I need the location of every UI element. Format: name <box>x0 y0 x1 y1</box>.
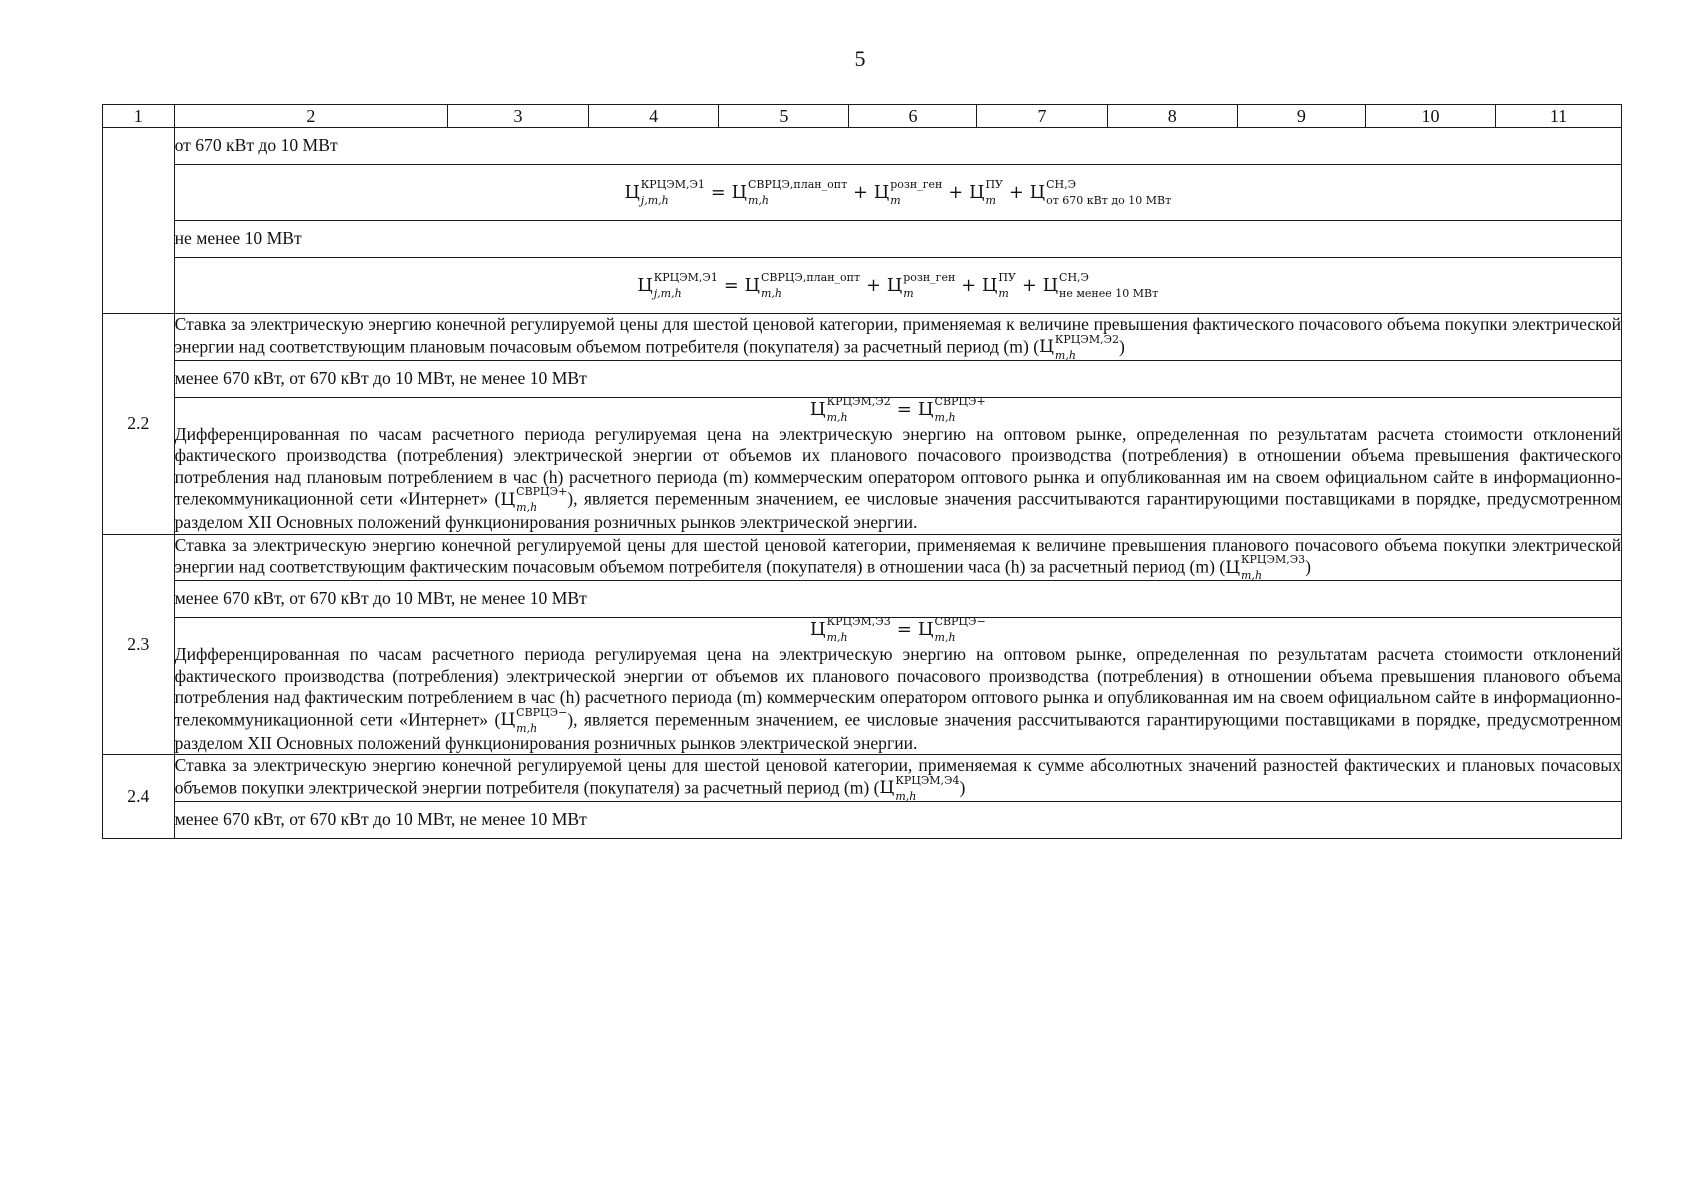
column-number: 9 <box>1237 105 1365 128</box>
row-number-cell <box>103 128 175 314</box>
column-number-header <box>103 105 1622 128</box>
rate-description: Ц КРЦЭМ,Э2 m,h = Ц СВРЦЭ+ m,h Дифференцированная по часам расчетного периода регулируемая цена на электрическую энергию на оптовом рынке, определенная по результатам расчета стоимости отклонений фактического производства (потребления) электрической энергии от объемов их планового почасового производства (потребления) в отношении объема превышения фактического потребления над плановым потреблением в час (h) расчетного периода (m) коммерческим оператором оптового рынка и опубликованная им на своем официальном сайте в информационно-телекоммуникационной сети «Интернет» (Ц СВРЦЭ+ m,h ), является переменным значением, ее числовые значения рассчитываются гарантирующими поставщиками в порядке, предусмотренном разделом XII Основных положений функционирования розничных рынков электрической энергии. <box>174 394 1621 532</box>
row-number: 2.2 <box>103 314 175 535</box>
column-number: 2 <box>174 105 447 128</box>
formula: Ц КРЦЭМ,Э1 j,m,h = Ц СВРЦЭ,план_опт m,h + Ц розн_ген m + Ц ПУ m + Ц СН,Э не менее 10 МВт <box>174 258 1621 314</box>
condition-text: от 670 кВт до 10 МВт <box>174 128 1621 165</box>
formula: Ц КРЦЭМ,Э1 j,m,h = Ц СВРЦЭ,план_опт m,h + Ц розн_ген m + Ц ПУ m + Ц СН,Э от 670 кВт до 10 МВт <box>174 165 1621 221</box>
table-row <box>103 360 1622 397</box>
tariff-table <box>102 104 1622 839</box>
formula: Ц КРЦЭМ,Э2 m,h = Ц СВРЦЭ+ m,h <box>809 394 986 424</box>
formula: Ц КРЦЭМ,Э3 m,h = Ц СВРЦЭ− m,h <box>809 615 986 644</box>
page-number: 5 <box>854 46 866 71</box>
table-row <box>103 618 1622 755</box>
column-number: 8 <box>1107 105 1237 128</box>
row-number: 2.3 <box>103 534 175 755</box>
rate-title: Ставка за электрическую энергию конечной регулируемой цены для шестой ценовой категории, применяемая к величине превышения фактического почасового объема покупки электрической энергии над соответствующим плановым почасовым объемом потребителя (покупателя) за расчетный период (m) (Ц КРЦЭМ,Э2 m,h ) <box>174 314 1621 362</box>
table-row <box>103 397 1622 534</box>
table-row <box>103 221 1622 258</box>
table-row <box>103 258 1622 314</box>
condition-text: менее 670 кВт, от 670 кВт до 10 МВт, не менее 10 МВт <box>174 581 1621 618</box>
column-number: 4 <box>589 105 719 128</box>
condition-text: менее 670 кВт, от 670 кВт до 10 МВт, не менее 10 МВт <box>174 360 1621 397</box>
column-number: 10 <box>1365 105 1495 128</box>
column-number: 3 <box>448 105 589 128</box>
column-number: 11 <box>1496 105 1622 128</box>
table-row <box>103 755 1622 802</box>
table-row <box>103 314 1622 361</box>
table-row <box>103 128 1622 165</box>
table-row <box>103 581 1622 618</box>
table-row <box>103 801 1622 838</box>
row-number: 2.4 <box>103 755 175 839</box>
condition-text: не менее 10 МВт <box>174 221 1621 258</box>
table-row <box>103 165 1622 221</box>
rate-title: Ставка за электрическую энергию конечной регулируемой цены для шестой ценовой категории, применяемая к величине превышения планового почасового объема покупки электрической энергии над соответствующим фактическим почасовым объемом потребителя (покупателя) в отношении часа (h) за расчетный период (m) (Ц КРЦЭМ,Э3 m,h ) <box>174 534 1621 582</box>
rate-title: Ставка за электрическую энергию конечной регулируемой цены для шестой ценовой категории, применяемая к сумме абсолютных значений разностей фактических и плановых почасовых объемов покупки электрической энергии потребителя (покупателя) за расчетный период (m) (Ц КРЦЭМ,Э4 m,h ) <box>174 755 1621 803</box>
column-number: 5 <box>719 105 849 128</box>
table-row <box>103 534 1622 581</box>
column-number: 7 <box>977 105 1107 128</box>
column-number: 6 <box>849 105 977 128</box>
rate-description: Ц КРЦЭМ,Э3 m,h = Ц СВРЦЭ− m,h Дифференцированная по часам расчетного периода регулируемая цена на электрическую энергию на оптовом рынке, определенная по результатам расчета стоимости отклонений фактического производства (потребления) электрической энергии от объемов их планового почасового производства (потребления) в отношении объема превышения планового объема потребления над фактическим потреблением в час (h) расчетного периода (m) коммерческим оператором оптового рынка и опубликованная им на своем официальном сайте в информационно-телекоммуникационной сети «Интернет» (Ц СВРЦЭ− m,h ), является переменным значением, ее числовые значения рассчитываются гарантирующими поставщиками в порядке, предусмотренном разделом XII Основных положений функционирования розничных рынков электрической энергии. <box>174 615 1621 753</box>
condition-text: менее 670 кВт, от 670 кВт до 10 МВт, не менее 10 МВт <box>174 801 1621 838</box>
column-number: 1 <box>103 105 175 128</box>
